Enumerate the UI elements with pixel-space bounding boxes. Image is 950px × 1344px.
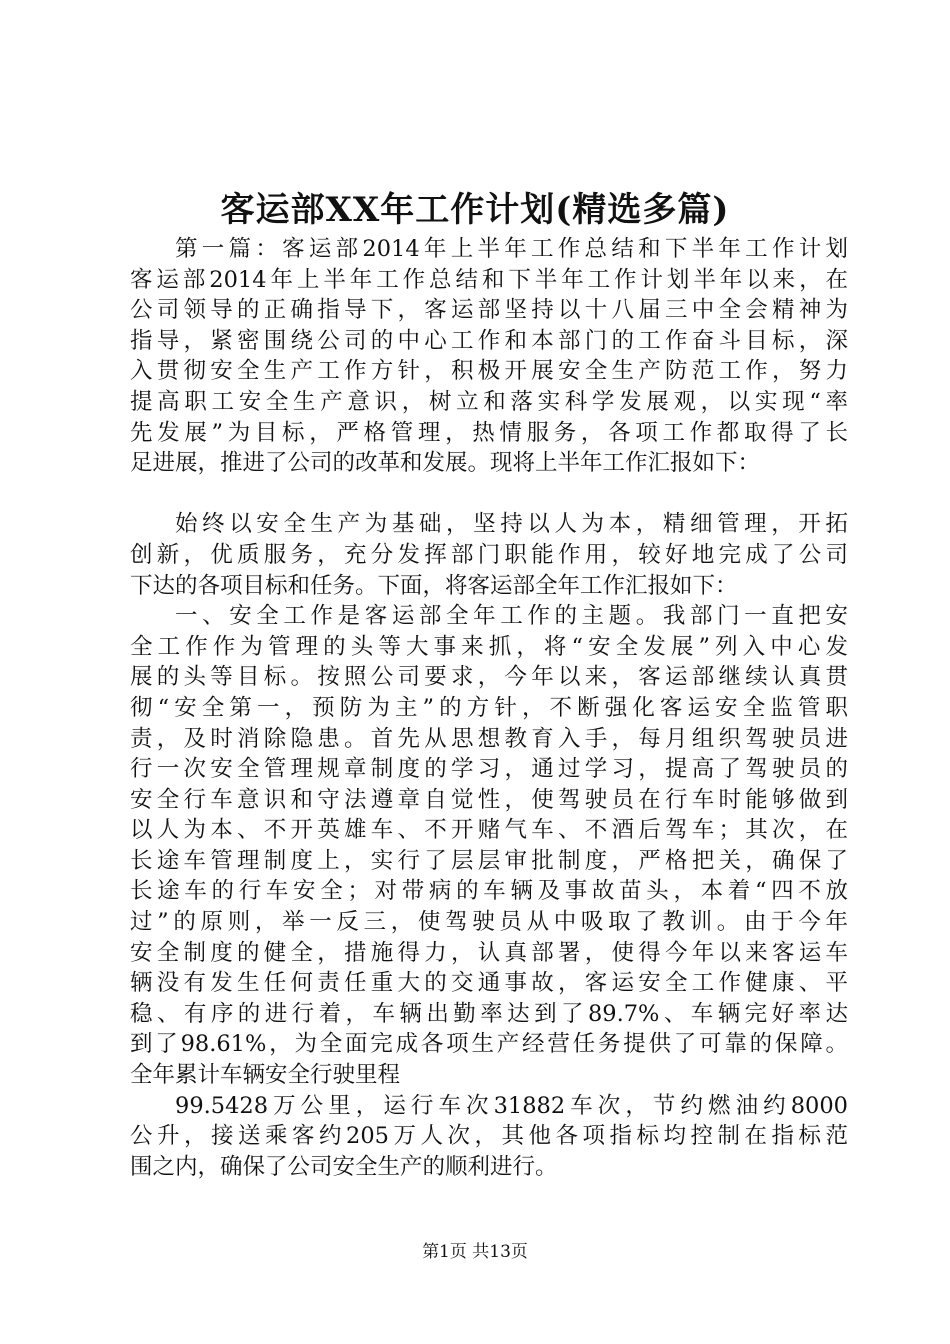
text-line: 足进展，推进了公司的改革和发展。现将上半年工作汇报如下：: [130, 450, 761, 477]
text-line: 以人为本、不开英雄车、不开赌气车、不酒后驾车；其次，在: [130, 817, 848, 844]
text-line: 辆没有发生任何责任重大的交通事故，客运安全工作健康、平: [130, 970, 848, 997]
text-line: 责，及时消除隐患。首先从思想教育入手，每月组织驾驶员进: [130, 725, 848, 752]
text-line: 稳、有序的进行着，车辆出勤率达到了89.7%、车辆完好率达: [130, 1000, 848, 1027]
text-line: 行一次安全管理规章制度的学习，通过学习，提高了驾驶员的: [130, 756, 848, 783]
text-line: [130, 479, 848, 510]
text-line: 99.5428万公里，运行车次31882车次，节约燃油约8000: [175, 1092, 848, 1119]
text-line: 到了98.61%，为全面完成各项生产经营任务提供了可靠的保障。: [130, 1031, 848, 1058]
text-line: 长途车的行车安全；对带病的车辆及事故苗头，本着“四不放: [130, 878, 848, 905]
text-line: 第一篇：客运部2014年上半年工作总结和下半年工作计划: [175, 236, 848, 262]
text-line: 围之内，确保了公司安全生产的顺利进行。: [130, 1153, 558, 1180]
document-body: [130, 234, 848, 1182]
text-line: 公升，接送乘客约205万人次，其他各项指标均控制在指标范: [130, 1123, 848, 1150]
text-line: 安全行车意识和守法遵章自觉性，使驾驶员在行车时能够做到: [130, 786, 848, 813]
text-line: 全工作作为管理的头等大事来抓，将“安全发展”列入中心发: [130, 633, 848, 660]
text-line: 创新，优质服务，充分发挥部门职能作用，较好地完成了公司: [130, 541, 848, 568]
text-line: 安全制度的健全，措施得力，认真部署，使得今年以来客运车: [130, 939, 848, 966]
text-line: 长途车管理制度上，实行了层层审批制度，严格把关，确保了: [130, 847, 848, 874]
text-line: 全年累计车辆安全行驶里程: [130, 1062, 401, 1089]
text-line: 客运部2014年上半年工作总结和下半年工作计划半年以来，在: [130, 266, 848, 293]
text-line: 指导，紧密围绕公司的中心工作和本部门的工作奋斗目标，深: [130, 327, 848, 354]
text-line: 提高职工安全生产意识，树立和落实科学发展观，以实现“率: [130, 388, 848, 415]
text-line: 一、安全工作是客运部全年工作的主题。我部门一直把安: [175, 603, 848, 630]
text-line: 下达的各项目标和任务。下面，将客运部全年工作汇报如下：: [130, 572, 738, 599]
document-title: 客运部XX年工作计划(精选多篇): [220, 190, 730, 230]
text-line: 过”的原则，举一反三，使驾驶员从中吸取了教训。由于今年: [130, 909, 848, 936]
text-line: 始终以安全生产为基础，坚持以人为本，精细管理，开拓: [175, 511, 848, 538]
text-line: 彻“安全第一，预防为主”的方针，不断强化客运安全监管职: [130, 694, 848, 721]
text-line: 先发展”为目标，严格管理，热情服务，各项工作都取得了长: [130, 419, 848, 446]
text-line: 入贯彻安全生产工作方针，积极开展安全生产防范工作，努力: [130, 358, 848, 385]
text-line: 展的头等目标。按照公司要求，今年以来，客运部继续认真贯: [130, 664, 848, 691]
text-line: 公司领导的正确指导下，客运部坚持以十八届三中全会精神为: [130, 297, 848, 324]
page-footer: 第1页 共13页: [422, 1242, 528, 1262]
